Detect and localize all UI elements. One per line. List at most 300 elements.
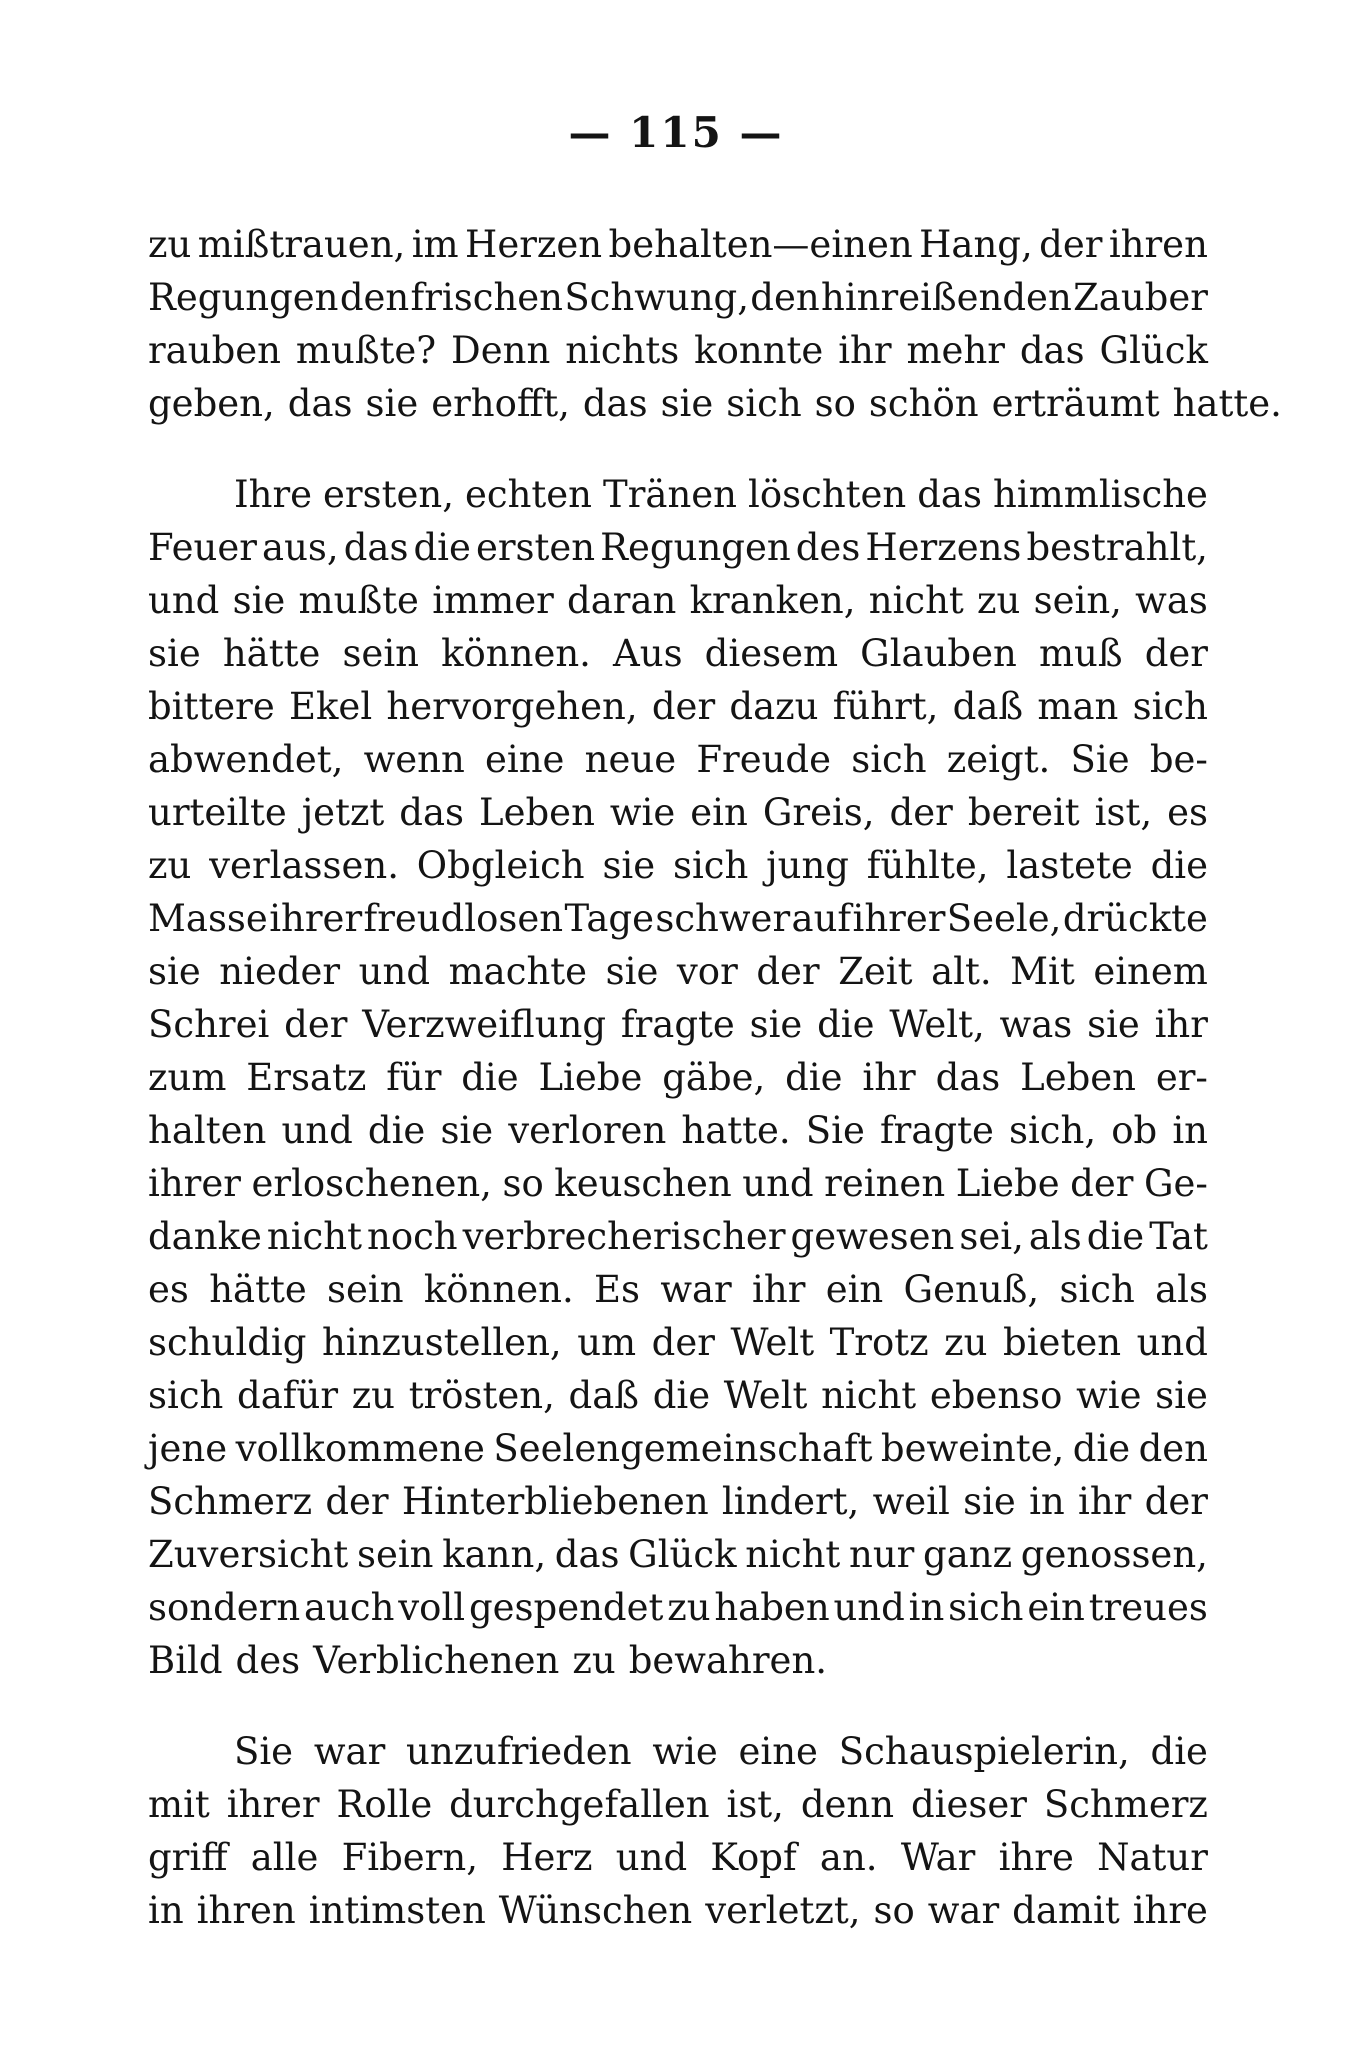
- word: Zeit: [838, 950, 913, 993]
- text-line: [148, 1422, 1208, 1475]
- word: Trotz: [829, 1321, 929, 1364]
- text-line: [148, 627, 1208, 680]
- word: ob: [1111, 1109, 1158, 1152]
- word: denn: [800, 1783, 895, 1826]
- word: wenn: [363, 738, 465, 781]
- word: bieten: [1003, 1321, 1122, 1364]
- word: sie: [602, 844, 656, 887]
- word: dafür: [237, 1374, 339, 1417]
- word: können.: [423, 1268, 574, 1311]
- word: hatte.: [681, 1109, 791, 1152]
- text-line: [148, 468, 1208, 521]
- word: nicht: [745, 1533, 841, 1576]
- word: alt.: [931, 950, 992, 993]
- word: sie: [148, 632, 201, 675]
- word: treues: [1088, 1586, 1208, 1629]
- word: des: [795, 526, 861, 569]
- word: den: [750, 276, 820, 319]
- word: ihr: [1154, 1003, 1208, 1046]
- word: durchgefallen: [449, 1783, 710, 1826]
- word: konnte: [694, 329, 824, 372]
- word: können.: [441, 632, 591, 675]
- word: danke: [148, 1215, 262, 1258]
- word: nieder: [219, 950, 341, 993]
- word: als: [1028, 1215, 1082, 1258]
- word: Leben: [479, 791, 595, 834]
- word: fragte: [620, 1003, 735, 1046]
- word: das: [1019, 329, 1085, 372]
- word: sein: [356, 1533, 434, 1576]
- text-line: [148, 1051, 1208, 1104]
- word: sich: [148, 1374, 224, 1417]
- word: dazu: [729, 685, 819, 728]
- word: zu: [572, 1639, 616, 1682]
- paragraph-gap: [148, 430, 1208, 468]
- word: man: [1037, 685, 1119, 728]
- word: sich: [672, 844, 749, 887]
- word: der: [651, 1321, 715, 1364]
- word: Zauber: [1073, 276, 1208, 319]
- word: Ekel: [289, 685, 373, 728]
- word: bestrahlt,: [1026, 526, 1208, 569]
- word: zum: [148, 1056, 227, 1099]
- word: der: [1039, 223, 1103, 266]
- word: sei,: [959, 1215, 1024, 1258]
- word: sein: [327, 1268, 404, 1311]
- word: sondern: [148, 1586, 301, 1629]
- word: kranken,: [689, 579, 856, 622]
- word: hinreißenden: [821, 276, 1072, 319]
- word: Hang,: [919, 223, 1033, 266]
- word: War: [900, 1836, 976, 1879]
- word: ihr: [838, 329, 892, 372]
- word: ersten,: [323, 473, 454, 516]
- word: die: [1150, 844, 1208, 887]
- word: führt,: [832, 685, 939, 728]
- word: in: [148, 1889, 184, 1932]
- text-line: [148, 1528, 1208, 1581]
- word: daran: [567, 579, 677, 622]
- word: nicht: [266, 1215, 362, 1258]
- word: himmlische: [992, 473, 1208, 516]
- word: reinen: [824, 1162, 946, 1205]
- word: ersten: [475, 526, 596, 569]
- word: bereit: [967, 791, 1080, 834]
- word: der: [889, 791, 953, 834]
- word: den: [1138, 1427, 1208, 1470]
- word: weil: [872, 1480, 950, 1523]
- word: sie: [365, 382, 419, 425]
- word: ebenso: [929, 1374, 1063, 1417]
- word: Welt: [723, 1374, 808, 1417]
- word: die: [461, 1056, 519, 1099]
- word: wie: [609, 791, 676, 834]
- page-number: — 115 —: [568, 108, 784, 157]
- word: nicht: [821, 1374, 917, 1417]
- word: Schmerz: [1043, 1783, 1208, 1826]
- word: hinzustellen,: [321, 1321, 562, 1364]
- word: Es: [594, 1268, 641, 1311]
- word: hätte: [209, 1268, 307, 1311]
- word: die: [413, 526, 471, 569]
- word: Masse: [148, 897, 268, 940]
- word: Tage: [564, 897, 654, 940]
- word: Verblichenen: [313, 1639, 560, 1682]
- word: verloren: [508, 1109, 667, 1152]
- word: ihr: [752, 1268, 806, 1311]
- word: das: [287, 382, 353, 425]
- word: sich,: [1008, 1109, 1097, 1152]
- word: Ge-: [1143, 1162, 1208, 1205]
- word: gewesen: [790, 1215, 955, 1258]
- word: wie: [652, 1730, 718, 1773]
- word: was: [1135, 579, 1208, 622]
- word: und: [148, 579, 220, 622]
- word: frischen: [410, 276, 564, 319]
- word: Verzweiflung: [362, 1003, 607, 1046]
- word: zu: [148, 844, 192, 887]
- word: der: [325, 1480, 389, 1523]
- word: der: [1144, 1480, 1208, 1523]
- word: einem: [1093, 950, 1208, 993]
- word: sein: [342, 632, 419, 675]
- text-line: [148, 1210, 1208, 1263]
- word: Herz: [501, 1836, 593, 1879]
- word: so: [502, 1162, 544, 1205]
- word: Leben: [1020, 1056, 1137, 1099]
- word: Bild: [148, 1639, 223, 1682]
- word: kann,: [442, 1533, 547, 1576]
- word: alle: [250, 1836, 319, 1879]
- word: mußte?: [295, 329, 437, 372]
- word: verbrecherischer: [462, 1215, 786, 1258]
- word: der: [1144, 632, 1208, 675]
- word: mißtrauen,: [197, 223, 406, 266]
- word: beweinte,: [880, 1427, 1065, 1470]
- word: sie: [1087, 1003, 1140, 1046]
- word: der: [1070, 1162, 1134, 1205]
- word: und: [742, 1162, 814, 1205]
- word: das: [935, 1056, 1001, 1099]
- word: Ihre: [234, 473, 313, 516]
- word: ein: [690, 791, 748, 834]
- word: zeigt.: [946, 738, 1051, 781]
- word: der: [651, 685, 716, 728]
- word: zu: [148, 223, 192, 266]
- word: und: [358, 950, 431, 993]
- word: der: [756, 950, 820, 993]
- word: muß: [1038, 632, 1123, 675]
- word: Tränen: [603, 473, 737, 516]
- word: gespendet: [468, 1586, 664, 1629]
- text-line: [148, 945, 1208, 998]
- word: drückte: [1062, 897, 1208, 940]
- word: aus,: [262, 526, 339, 569]
- word: schuldig: [148, 1321, 307, 1364]
- word: so: [814, 382, 856, 425]
- word: Schwung,: [564, 276, 749, 319]
- word: in: [1029, 1480, 1065, 1523]
- word: eine: [738, 1730, 818, 1773]
- word: vollkommene: [235, 1427, 485, 1470]
- word: die: [652, 1374, 711, 1417]
- text-line: [148, 1316, 1208, 1369]
- text-line: [148, 892, 1208, 945]
- word: schwer: [655, 897, 791, 940]
- word: ein: [825, 1268, 884, 1311]
- paragraph: [148, 468, 1208, 1687]
- word: nur: [848, 1533, 915, 1576]
- word: zu: [351, 1374, 396, 1417]
- word: urteilte: [148, 791, 287, 834]
- word: ihr: [862, 1056, 916, 1099]
- word: erträumt: [991, 382, 1160, 425]
- word: verlassen.: [209, 844, 399, 887]
- word: ihrer: [852, 897, 946, 940]
- text-line: [148, 1157, 1208, 1210]
- word: zu: [667, 1586, 711, 1629]
- word: Wünschen: [498, 1889, 693, 1932]
- word: Sie: [234, 1730, 294, 1773]
- word: sich: [851, 738, 927, 781]
- word: sie: [232, 579, 286, 622]
- word: bewahren.: [628, 1639, 828, 1682]
- word: das: [399, 791, 465, 834]
- word: mußte: [298, 579, 419, 622]
- word: vor: [676, 950, 738, 993]
- text-line: [148, 218, 1208, 271]
- word: und: [1136, 1321, 1208, 1364]
- word: sie: [148, 950, 201, 993]
- word: ihre: [1132, 1889, 1208, 1932]
- text-line: [148, 1263, 1208, 1316]
- word: ein: [1027, 1586, 1085, 1629]
- word: voll: [398, 1586, 466, 1629]
- word: in: [1172, 1109, 1208, 1152]
- word: Rolle: [336, 1783, 433, 1826]
- word: Mit: [1010, 950, 1075, 993]
- text-line: [148, 680, 1208, 733]
- word: intimsten: [308, 1889, 486, 1932]
- word: in: [908, 1586, 945, 1629]
- word: diesem: [704, 632, 839, 675]
- word: die: [1086, 1215, 1145, 1258]
- word: Glauben: [860, 632, 1017, 675]
- word: eine: [485, 738, 565, 781]
- word: hätte: [222, 632, 321, 675]
- word: haben: [714, 1586, 830, 1629]
- text-line: [148, 271, 1208, 324]
- word: immer: [432, 579, 554, 622]
- word: zu: [977, 579, 1021, 622]
- text-line: [148, 733, 1208, 786]
- word: das: [917, 473, 982, 516]
- word: Regungen: [148, 276, 339, 319]
- word: machte: [448, 950, 588, 993]
- word: löschten: [748, 473, 907, 516]
- word: zu: [944, 1321, 988, 1364]
- word: die: [817, 1003, 875, 1046]
- word: schön: [868, 382, 979, 425]
- word: Greis,: [762, 791, 875, 834]
- word: war: [660, 1268, 732, 1311]
- word: genossen,: [1020, 1533, 1208, 1576]
- text-line: [148, 1104, 1208, 1157]
- word: wie: [1076, 1374, 1142, 1417]
- word: Schauspielerin,: [838, 1730, 1130, 1773]
- word: neue: [584, 738, 677, 781]
- word: auch: [304, 1586, 395, 1629]
- word: das: [582, 382, 648, 425]
- paragraph: [148, 1725, 1208, 1937]
- word: ihren: [1108, 223, 1208, 266]
- word: nicht: [868, 579, 964, 622]
- word: noch: [366, 1215, 458, 1258]
- word: damit: [1012, 1889, 1120, 1932]
- word: ihren: [196, 1889, 296, 1932]
- word: Herzens: [865, 526, 1022, 569]
- word: fühlte,: [866, 844, 989, 887]
- word: Genuß,: [903, 1268, 1040, 1311]
- text-line: [148, 839, 1208, 892]
- word: jetzt: [301, 791, 385, 834]
- word: hatte.: [1172, 382, 1282, 425]
- text-line: [148, 1475, 1208, 1528]
- word: ihrer: [269, 897, 363, 940]
- word: lindert,: [721, 1480, 860, 1523]
- word: Natur: [1097, 1836, 1208, 1879]
- word: Ersatz: [246, 1056, 367, 1099]
- word: verletzt,: [705, 1889, 861, 1932]
- word: sie: [749, 1003, 803, 1046]
- word: Schmerz: [148, 1480, 313, 1523]
- word: sich: [1132, 685, 1208, 728]
- word: lastete: [1006, 844, 1133, 887]
- text-line: [148, 786, 1208, 839]
- word: sie: [963, 1480, 1016, 1523]
- word: be-: [1149, 738, 1208, 781]
- word: Denn: [451, 329, 551, 372]
- word: Liebe: [538, 1056, 643, 1099]
- word: Kopf: [710, 1836, 797, 1879]
- body-text: [148, 218, 1282, 1937]
- word: die: [785, 1056, 843, 1099]
- word: das: [343, 526, 409, 569]
- word: Seelengemeinschaft: [493, 1427, 873, 1470]
- word: Seele,: [946, 897, 1062, 940]
- word: mehr: [906, 329, 1005, 372]
- word: so: [873, 1889, 915, 1932]
- word: die: [367, 1109, 426, 1152]
- word: erloschenen,: [251, 1162, 492, 1205]
- word: es: [1167, 791, 1208, 834]
- word: daß: [568, 1374, 640, 1417]
- word: für: [386, 1056, 442, 1099]
- word: des: [235, 1639, 301, 1682]
- word: jene: [148, 1427, 228, 1470]
- word: Herzen: [465, 223, 603, 266]
- word: war: [927, 1889, 1000, 1932]
- text-line: [148, 1831, 1208, 1884]
- word: Welt: [730, 1321, 815, 1364]
- text-line: [148, 521, 1208, 574]
- word: behalten—einen: [608, 223, 913, 266]
- word: als: [1155, 1268, 1208, 1311]
- word: Sie: [1070, 738, 1130, 781]
- word: Regungen: [600, 526, 791, 569]
- word: Sie: [805, 1109, 865, 1152]
- word: griff: [148, 1836, 228, 1879]
- word: ihre: [998, 1836, 1074, 1879]
- word: was: [999, 1003, 1073, 1046]
- word: im: [411, 223, 459, 266]
- word: abwendet,: [148, 738, 344, 781]
- word: und: [281, 1109, 353, 1152]
- word: erhofft,: [431, 382, 570, 425]
- word: sie: [660, 382, 714, 425]
- word: das: [554, 1533, 620, 1576]
- word: bittere: [148, 685, 275, 728]
- word: sie: [1155, 1374, 1208, 1417]
- word: Hinterbliebenen: [401, 1480, 709, 1523]
- paragraph: [148, 218, 1282, 430]
- word: mit: [148, 1783, 210, 1826]
- word: Zuversicht: [148, 1533, 349, 1576]
- word: rauben: [148, 329, 281, 372]
- word: freudlosen: [363, 897, 564, 940]
- word: Glück: [628, 1533, 737, 1576]
- word: ist,: [1094, 791, 1153, 834]
- word: ihrer: [226, 1783, 320, 1826]
- word: trösten,: [408, 1374, 555, 1417]
- word: um: [577, 1321, 637, 1364]
- word: sie: [440, 1109, 494, 1152]
- word: jung: [766, 844, 849, 887]
- word: Aus: [613, 632, 683, 675]
- word: ist,: [726, 1783, 784, 1826]
- word: es: [148, 1268, 189, 1311]
- word: und: [615, 1836, 688, 1879]
- word: sein,: [1033, 579, 1122, 622]
- word: geben,: [148, 382, 275, 425]
- word: ganz: [923, 1533, 1013, 1576]
- word: den: [339, 276, 410, 319]
- word: halten: [148, 1109, 267, 1152]
- word: sich: [726, 382, 802, 425]
- word: und: [833, 1586, 905, 1629]
- word: Tat: [1149, 1215, 1208, 1258]
- word: war: [313, 1730, 386, 1773]
- text-line: [148, 1581, 1208, 1634]
- word: hervorgehen,: [386, 685, 638, 728]
- word: Schrei: [148, 1003, 270, 1046]
- text-line: [148, 1884, 1208, 1937]
- paragraph-gap: [148, 1687, 1208, 1725]
- word: ihrer: [148, 1162, 241, 1205]
- word: keuschen: [554, 1162, 732, 1205]
- word: echten: [464, 473, 593, 516]
- word: Fibern,: [341, 1836, 478, 1879]
- word: dieser: [910, 1783, 1027, 1826]
- word: an.: [819, 1836, 878, 1879]
- word: ihr: [1078, 1480, 1132, 1523]
- word: sich: [1059, 1268, 1135, 1311]
- text-line: [148, 998, 1208, 1051]
- word: er-: [1155, 1056, 1208, 1099]
- word: sich: [948, 1586, 1024, 1629]
- word: Obgleich: [416, 844, 585, 887]
- word: Glück: [1099, 329, 1208, 372]
